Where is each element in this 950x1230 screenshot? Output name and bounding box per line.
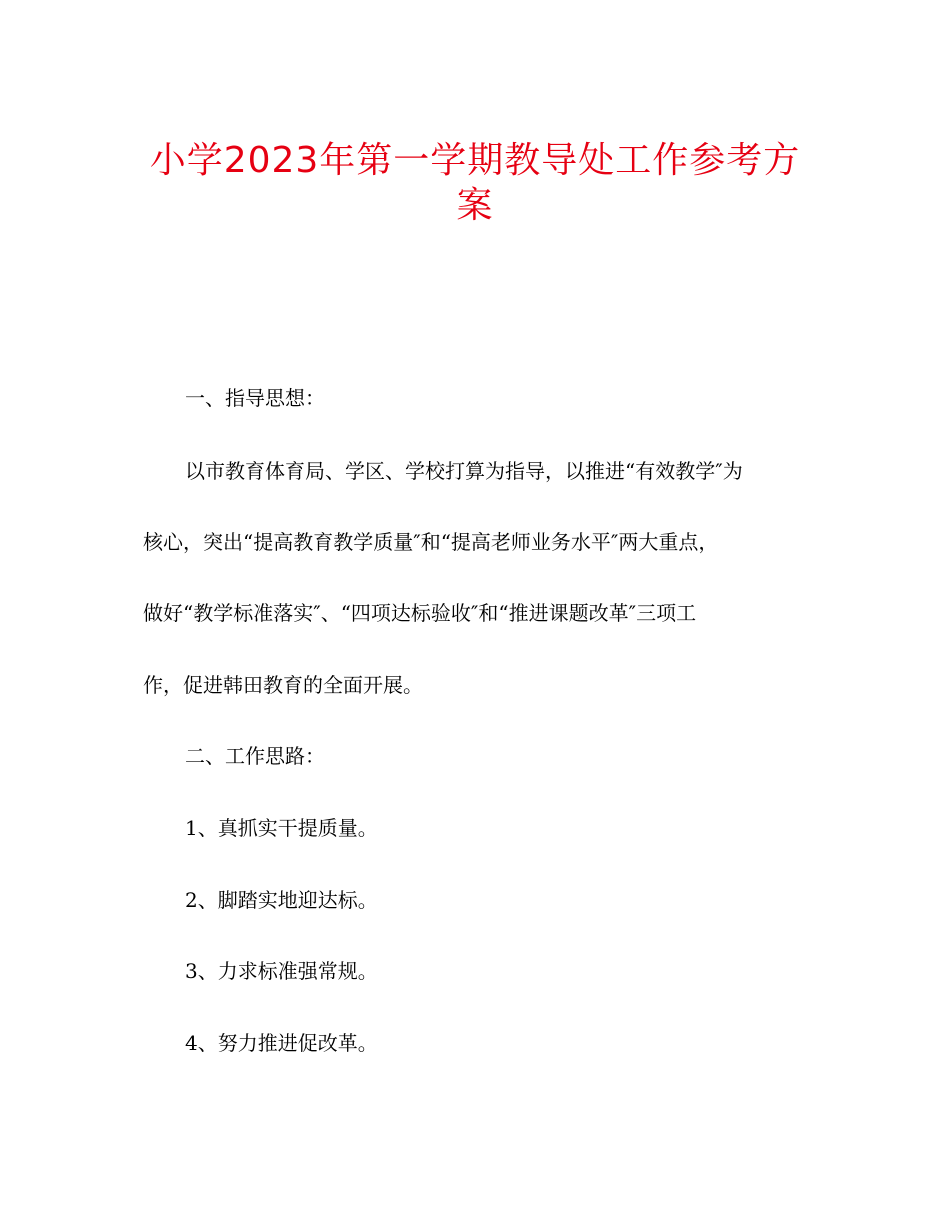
- paragraph-line: 以市教育体育局、学区、学校打算为指导，以推进“有效教学″为: [185, 459, 743, 483]
- document-title-line-1: 小学2023年第一学期教导处工作参考方: [149, 140, 801, 181]
- section-heading-guiding-ideology: 一、指导思想：: [185, 386, 325, 410]
- paragraph-line: 做好“教学标准落实″、“四项达标验收″和“推进课题改革″三项工: [143, 601, 697, 625]
- section-heading-work-approach: 二、工作思路：: [185, 744, 325, 768]
- document-title-line-2: 案: [456, 185, 494, 226]
- list-item: 2、脚踏实地迎达标。: [185, 888, 378, 912]
- paragraph-line: 核心，突出“提高教育教学质量″和“提高老师业务水平″两大重点，: [143, 530, 719, 554]
- paragraph-line: 作，促进韩田教育的全面开展。: [143, 673, 423, 697]
- list-item: 3、力求标准强常规。: [185, 959, 378, 983]
- list-item: 1、真抓实干提质量。: [185, 816, 378, 840]
- list-item: 4、努力推进促改革。: [185, 1031, 378, 1055]
